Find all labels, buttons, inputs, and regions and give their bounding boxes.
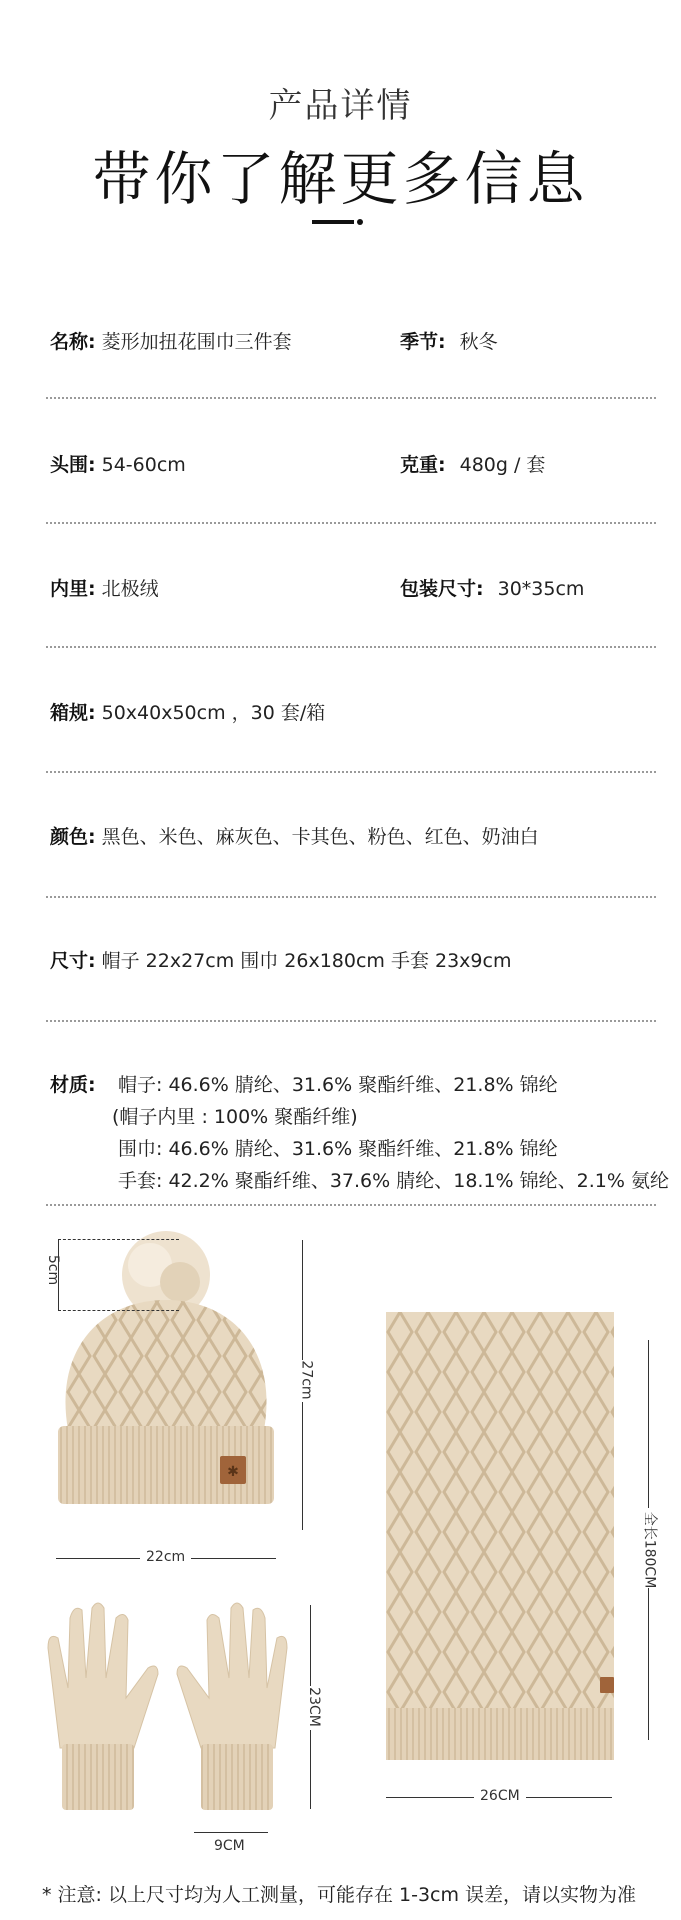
carton-label: 箱规: — [50, 702, 96, 724]
spec-row-name — [50, 327, 650, 354]
package-value: 30*35cm — [497, 578, 585, 600]
material-line: 帽子: 46.6% 腈纶、31.6% 聚酯纤维、21.8% 锦纶 — [118, 1074, 558, 1096]
lining-value: 北极绒 — [101, 578, 159, 600]
material-line: (帽子内里 : 100% 聚酯纤维) — [112, 1106, 358, 1128]
pompom-dimension-bracket — [58, 1239, 179, 1311]
scarf-image — [386, 1312, 614, 1764]
lining-label: 内里: — [50, 578, 96, 600]
spec-row-size — [50, 946, 650, 973]
section-title: 带你了解更多信息 — [92, 145, 589, 213]
package-label: 包装尺寸: — [400, 578, 484, 600]
carton-value: 50x40x50cm ，30 套/箱 — [101, 702, 326, 724]
divider — [46, 896, 656, 898]
name-label: 名称: — [50, 331, 96, 353]
hat-width-label: 22cm — [140, 1549, 191, 1565]
name-value: 菱形加扭花围巾三件套 — [101, 331, 292, 353]
scarf-width-label: 26CM — [474, 1788, 526, 1804]
divider — [46, 522, 656, 524]
divider — [46, 1204, 656, 1206]
spec-row-lining — [50, 574, 650, 601]
size-value: 帽子 22x27cm 围巾 26x180cm 手套 23x9cm — [101, 950, 512, 972]
material-line: 围巾: 46.6% 腈纶、31.6% 聚酯纤维、21.8% 锦纶 — [118, 1138, 558, 1160]
material-line: 手套: 42.2% 聚酯纤维、37.6% 腈纶、18.1% 锦纶、2.1% 氨纶 — [118, 1170, 669, 1192]
season-label: 季节: — [400, 331, 446, 353]
color-value: 黑色、米色、麻灰色、卡其色、粉色、红色、奶油白 — [101, 826, 539, 848]
spec-row-head — [50, 450, 650, 477]
head-value: 54-60cm — [101, 454, 186, 476]
spec-row-color — [50, 822, 650, 849]
divider — [46, 771, 656, 773]
divider — [46, 397, 656, 399]
measurement-note: * 注意: 以上尺寸均为人工测量，可能存在 1-3cm 误差，请以实物为准 — [42, 1884, 637, 1906]
pompom-dimension-label: 5cm — [45, 1254, 62, 1286]
gloves-image — [40, 1598, 295, 1818]
hat-height-label: 27cm — [298, 1360, 315, 1400]
head-label: 头围: — [50, 454, 96, 476]
title-underline-decoration — [312, 218, 364, 226]
color-label: 颜色: — [50, 826, 96, 848]
material-label: 材质: — [50, 1074, 96, 1096]
svg-text:✱: ✱ — [227, 1464, 239, 1480]
glove-height-label: 23CM — [305, 1687, 322, 1727]
section-subtitle: 产品详情 — [268, 86, 413, 126]
glove-width-label: 9CM — [214, 1838, 245, 1854]
scarf-length-label: 全长180CM — [641, 1511, 658, 1589]
spec-row-carton — [50, 698, 650, 725]
weight-label: 克重: — [400, 454, 446, 476]
season-value: 秋冬 — [459, 331, 498, 353]
glove-width-line — [194, 1832, 268, 1833]
divider — [46, 646, 656, 648]
divider — [46, 1020, 656, 1022]
size-label: 尺寸: — [50, 950, 96, 972]
weight-value: 480g / 套 — [459, 454, 546, 476]
